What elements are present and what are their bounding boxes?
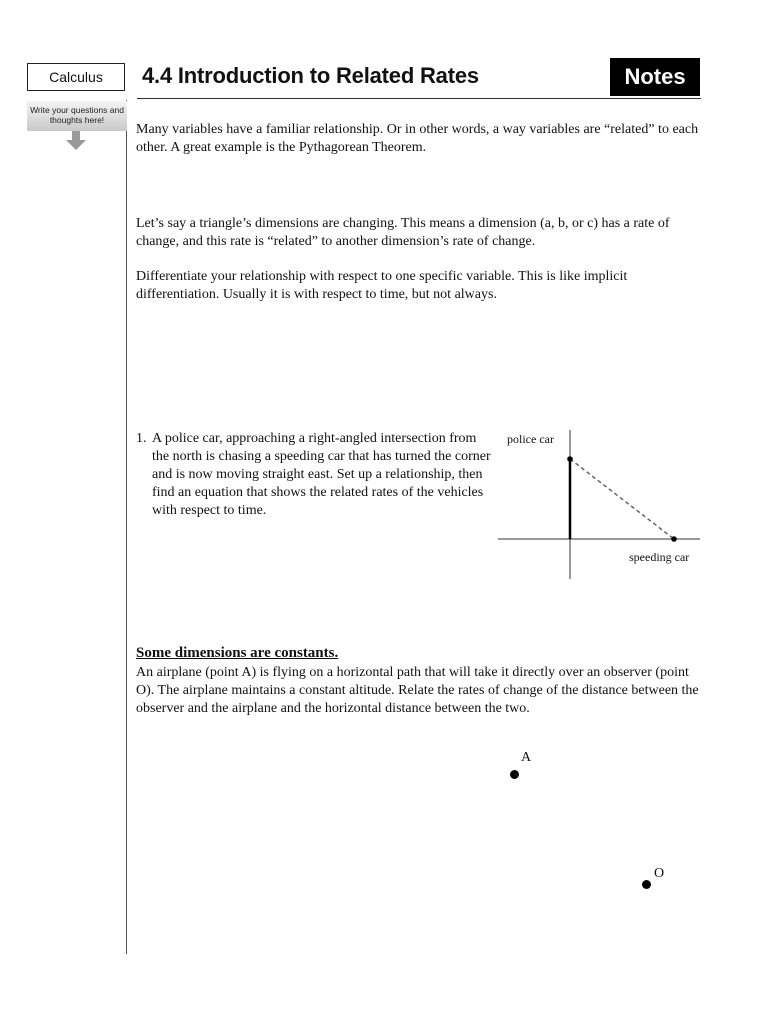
intersection-diagram [496,426,702,582]
speeding-car-dot [671,536,677,542]
intro-paragraph-2: Let’s say a triangle’s dimensions are changing. This means a dimension (a, b, or c) has a rate of change, and this rate is “related” to another dimension’s rate of change. [136,216,670,249]
problem-number: 1. [136,431,147,446]
point-a-label: A [521,750,532,765]
down-arrow-icon [66,131,86,151]
header-divider [137,98,701,99]
police-car-dot [567,456,573,462]
notes-badge: Notes [610,58,700,96]
police-car-label: police car [507,432,554,446]
margin-divider [126,100,127,954]
speeding-car-label: speeding car [629,550,690,564]
margin-tip: Write your questions and thoughts here! [27,101,127,131]
airplane-paragraph: An airplane (point A) is flying on a horizontal path that will take it directly over an observer (point O). The airplane maintains a constant altitude. Relate the rates of change of the distance between the observer and the airplane and the horizontal distance between the two. [136,665,699,716]
intro-paragraph-3: Differentiate your relationship with respect to one specific variable. This is like implicit differentiation. Usually it is with respect to time, but not always. [136,269,628,302]
problem-1 [136,430,491,520]
point-a-dot [510,770,519,779]
subject-label: Calculus [27,63,125,91]
problem-text: A police car, approaching a right-angled intersection from the north is chasing a speeding car that has turned the corner and is now moving straight east. Set up a relationship, then find an equation that shows the related rates of the vehicles with respect to time. [152,431,491,518]
distance-hypotenuse [570,459,674,539]
intro-paragraph-1: Many variables have a familiar relationship. Or in other words, a way variables are “related” to each other. A great example is the Pythagorean Theorem. [136,122,699,155]
page-title: 4.4 Introduction to Related Rates [142,63,479,88]
point-o-dot [642,880,651,889]
section-heading: Some dimensions are constants. [136,645,339,661]
point-o-label: O [654,866,665,881]
